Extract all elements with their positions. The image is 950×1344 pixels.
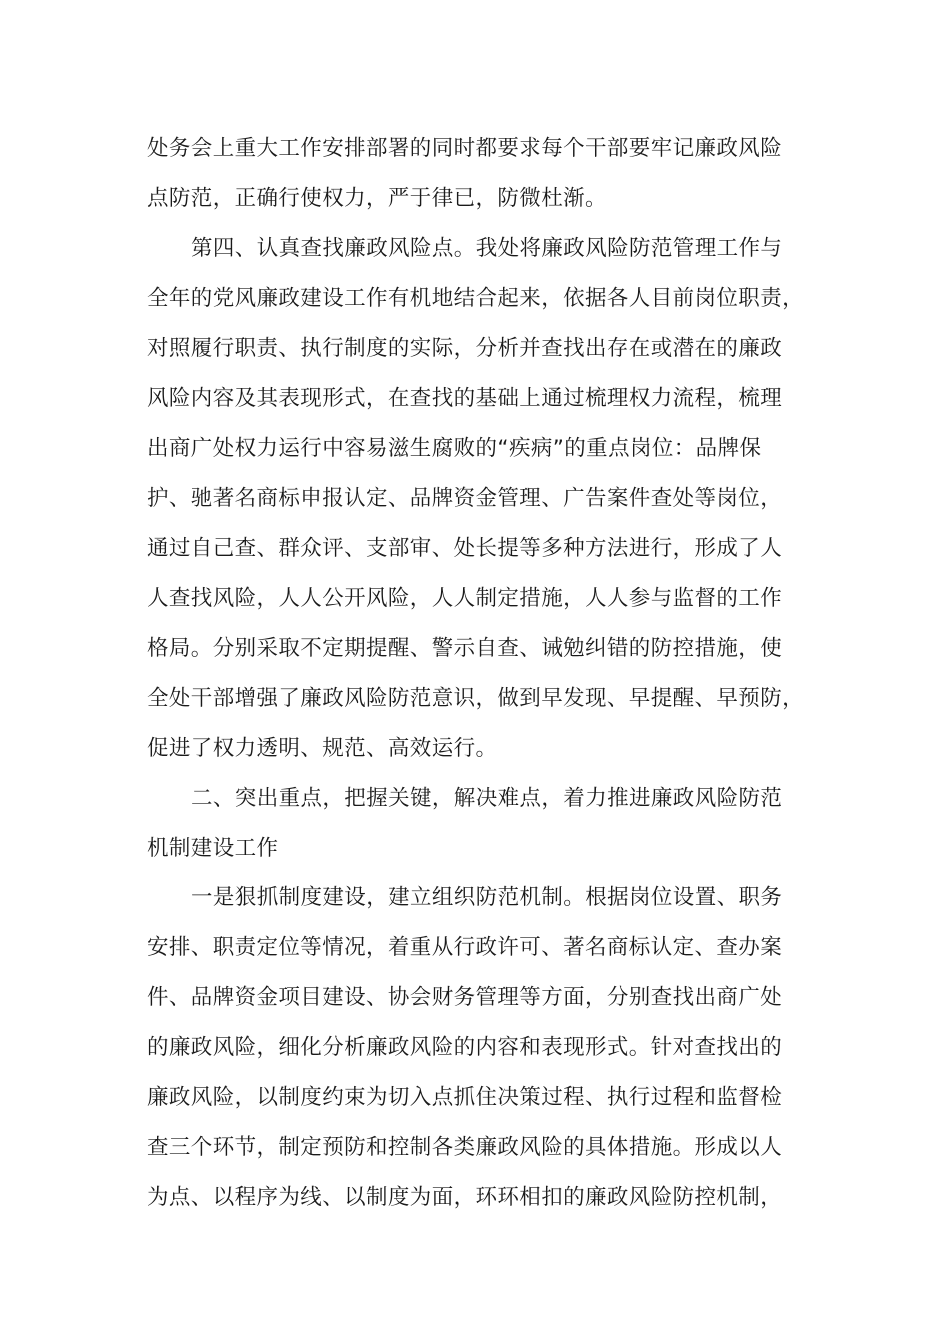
text-line: 护、驰著名商标申报认定、品牌资金管理、广告案件查处等岗位， — [147, 486, 783, 511]
text-line: 的廉政风险，细化分析廉政风险的内容和表现形式。针对查找出的 — [147, 1035, 783, 1060]
text-line: 格局。分别采取不定期提醒、警示自查、诫勉纠错的防控措施，使 — [147, 636, 783, 661]
text-line: 点防范，正确行使权力，严于律已，防微杜渐。 — [147, 186, 607, 211]
text-line: 出商广处权力运行中容易滋生腐败的“疾病”的重点岗位：品牌保 — [147, 436, 762, 461]
text-line: 全年的党风廉政建设工作有机地结合起来，依据各人目前岗位职责， — [147, 286, 805, 311]
text-line: 为点、以程序为线、以制度为面，环环相扣的廉政风险防控机制， — [147, 1185, 783, 1210]
text-line: 通过自己查、群众评、支部审、处长提等多种方法进行，形成了人 — [147, 536, 783, 561]
text-line: 全处干部增强了廉政风险防范意识，做到早发现、早提醒、早预防， — [147, 686, 805, 711]
text-line: 对照履行职责、执行制度的实际，分析并查找出存在或潜在的廉政 — [147, 336, 783, 361]
paragraph-start-line: 一是狠抓制度建设，建立组织防范机制。根据岗位设置、职务 — [191, 885, 783, 910]
text-line: 促进了权力透明、规范、高效运行。 — [147, 736, 498, 761]
text-line: 查三个环节，制定预防和控制各类廉政风险的具体措施。形成以人 — [147, 1135, 783, 1160]
text-line: 风险内容及其表现形式，在查找的基础上通过梳理权力流程，梳理 — [147, 386, 783, 411]
section-heading-line: 机制建设工作 — [147, 836, 279, 861]
text-line: 件、品牌资金项目建设、协会财务管理等方面，分别查找出商广处 — [147, 985, 783, 1010]
text-line: 人查找风险，人人公开风险，人人制定措施，人人参与监督的工作 — [147, 586, 783, 611]
text-line: 廉政风险，以制度约束为切入点抓住决策过程、执行过程和监督检 — [147, 1085, 783, 1110]
text-line: 安排、职责定位等情况，着重从行政许可、著名商标认定、查办案 — [147, 935, 783, 960]
text-line: 处务会上重大工作安排部署的同时都要求每个干部要牢记廉政风险 — [147, 136, 783, 161]
section-heading-line: 二、突出重点，把握关键，解决难点，着力推进廉政风险防范 — [191, 786, 783, 811]
paragraph-start-line: 第四、认真查找廉政风险点。我处将廉政风险防范管理工作与 — [191, 236, 783, 261]
